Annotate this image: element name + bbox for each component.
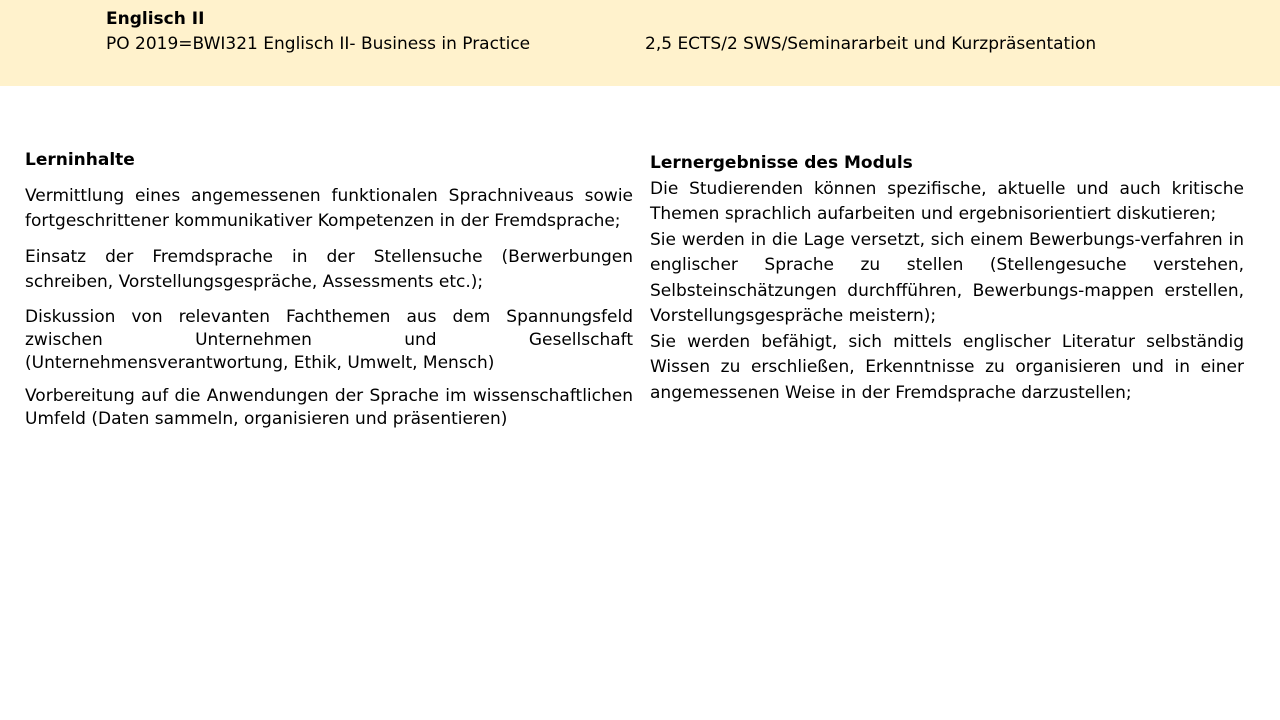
learning-contents-column [25,148,633,441]
learning-outcomes-item: Sie werden befähigt, sich mittels englischer Literatur selbständig Wissen zu erschließen, Erkenntnisse zu organisieren und in einer angemessenen Weise in der Fremdsprache darzustellen; [650,331,1244,403]
learning-contents-item: Einsatz der Fremdsprache in der Stellensuche (Berwerbungen schreiben, Vorstellungsgespräche, Assessments etc.); [25,246,633,292]
learning-contents-heading: Lerninhalte [25,150,135,170]
module-credits: 2,5 ECTS/2 SWS/Seminararbeit und Kurzpräsentation [645,34,1097,54]
learning-outcomes-column [650,151,1244,406]
learning-outcomes-heading: Lernergebnisse des Moduls [650,153,913,173]
learning-outcomes-item: Die Studierenden können spezifische, aktuelle und auch kritische Themen sprachlich aufarbeiten und ergebnisorientiert diskutieren; [650,178,1244,224]
module-title: Englisch II [106,9,205,29]
learning-contents-item: Diskussion von relevanten Fachthemen aus dem Spannungsfeld zwischen Unternehmen und Gesellschaft (Unternehmensverantwortung, Ethik, Umwelt, Mensch) [25,306,633,373]
module-po-code: PO 2019=BWI321 Englisch II- Business in Practice [106,34,531,54]
learning-contents-item: Vermittlung eines angemessenen funktionalen Sprachniveaus sowie fortgeschrittener kommunikativer Kompetenzen in der Fremdsprache; [25,185,633,231]
learning-contents-item: Vorbereitung auf die Anwendungen der Sprache im wissenschaftlichen Umfeld (Daten sammeln, organisieren und präsentieren) [25,385,633,429]
learning-outcomes-item: Sie werden in die Lage versetzt, sich einem Bewerbungs-verfahren in englischer Sprache zu stellen (Stellengesuche verstehen, Selbsteinschätzungen durchfführen, Bewerbungs-mappen erstellen, Vorstellungsgespräche meistern); [650,229,1244,326]
